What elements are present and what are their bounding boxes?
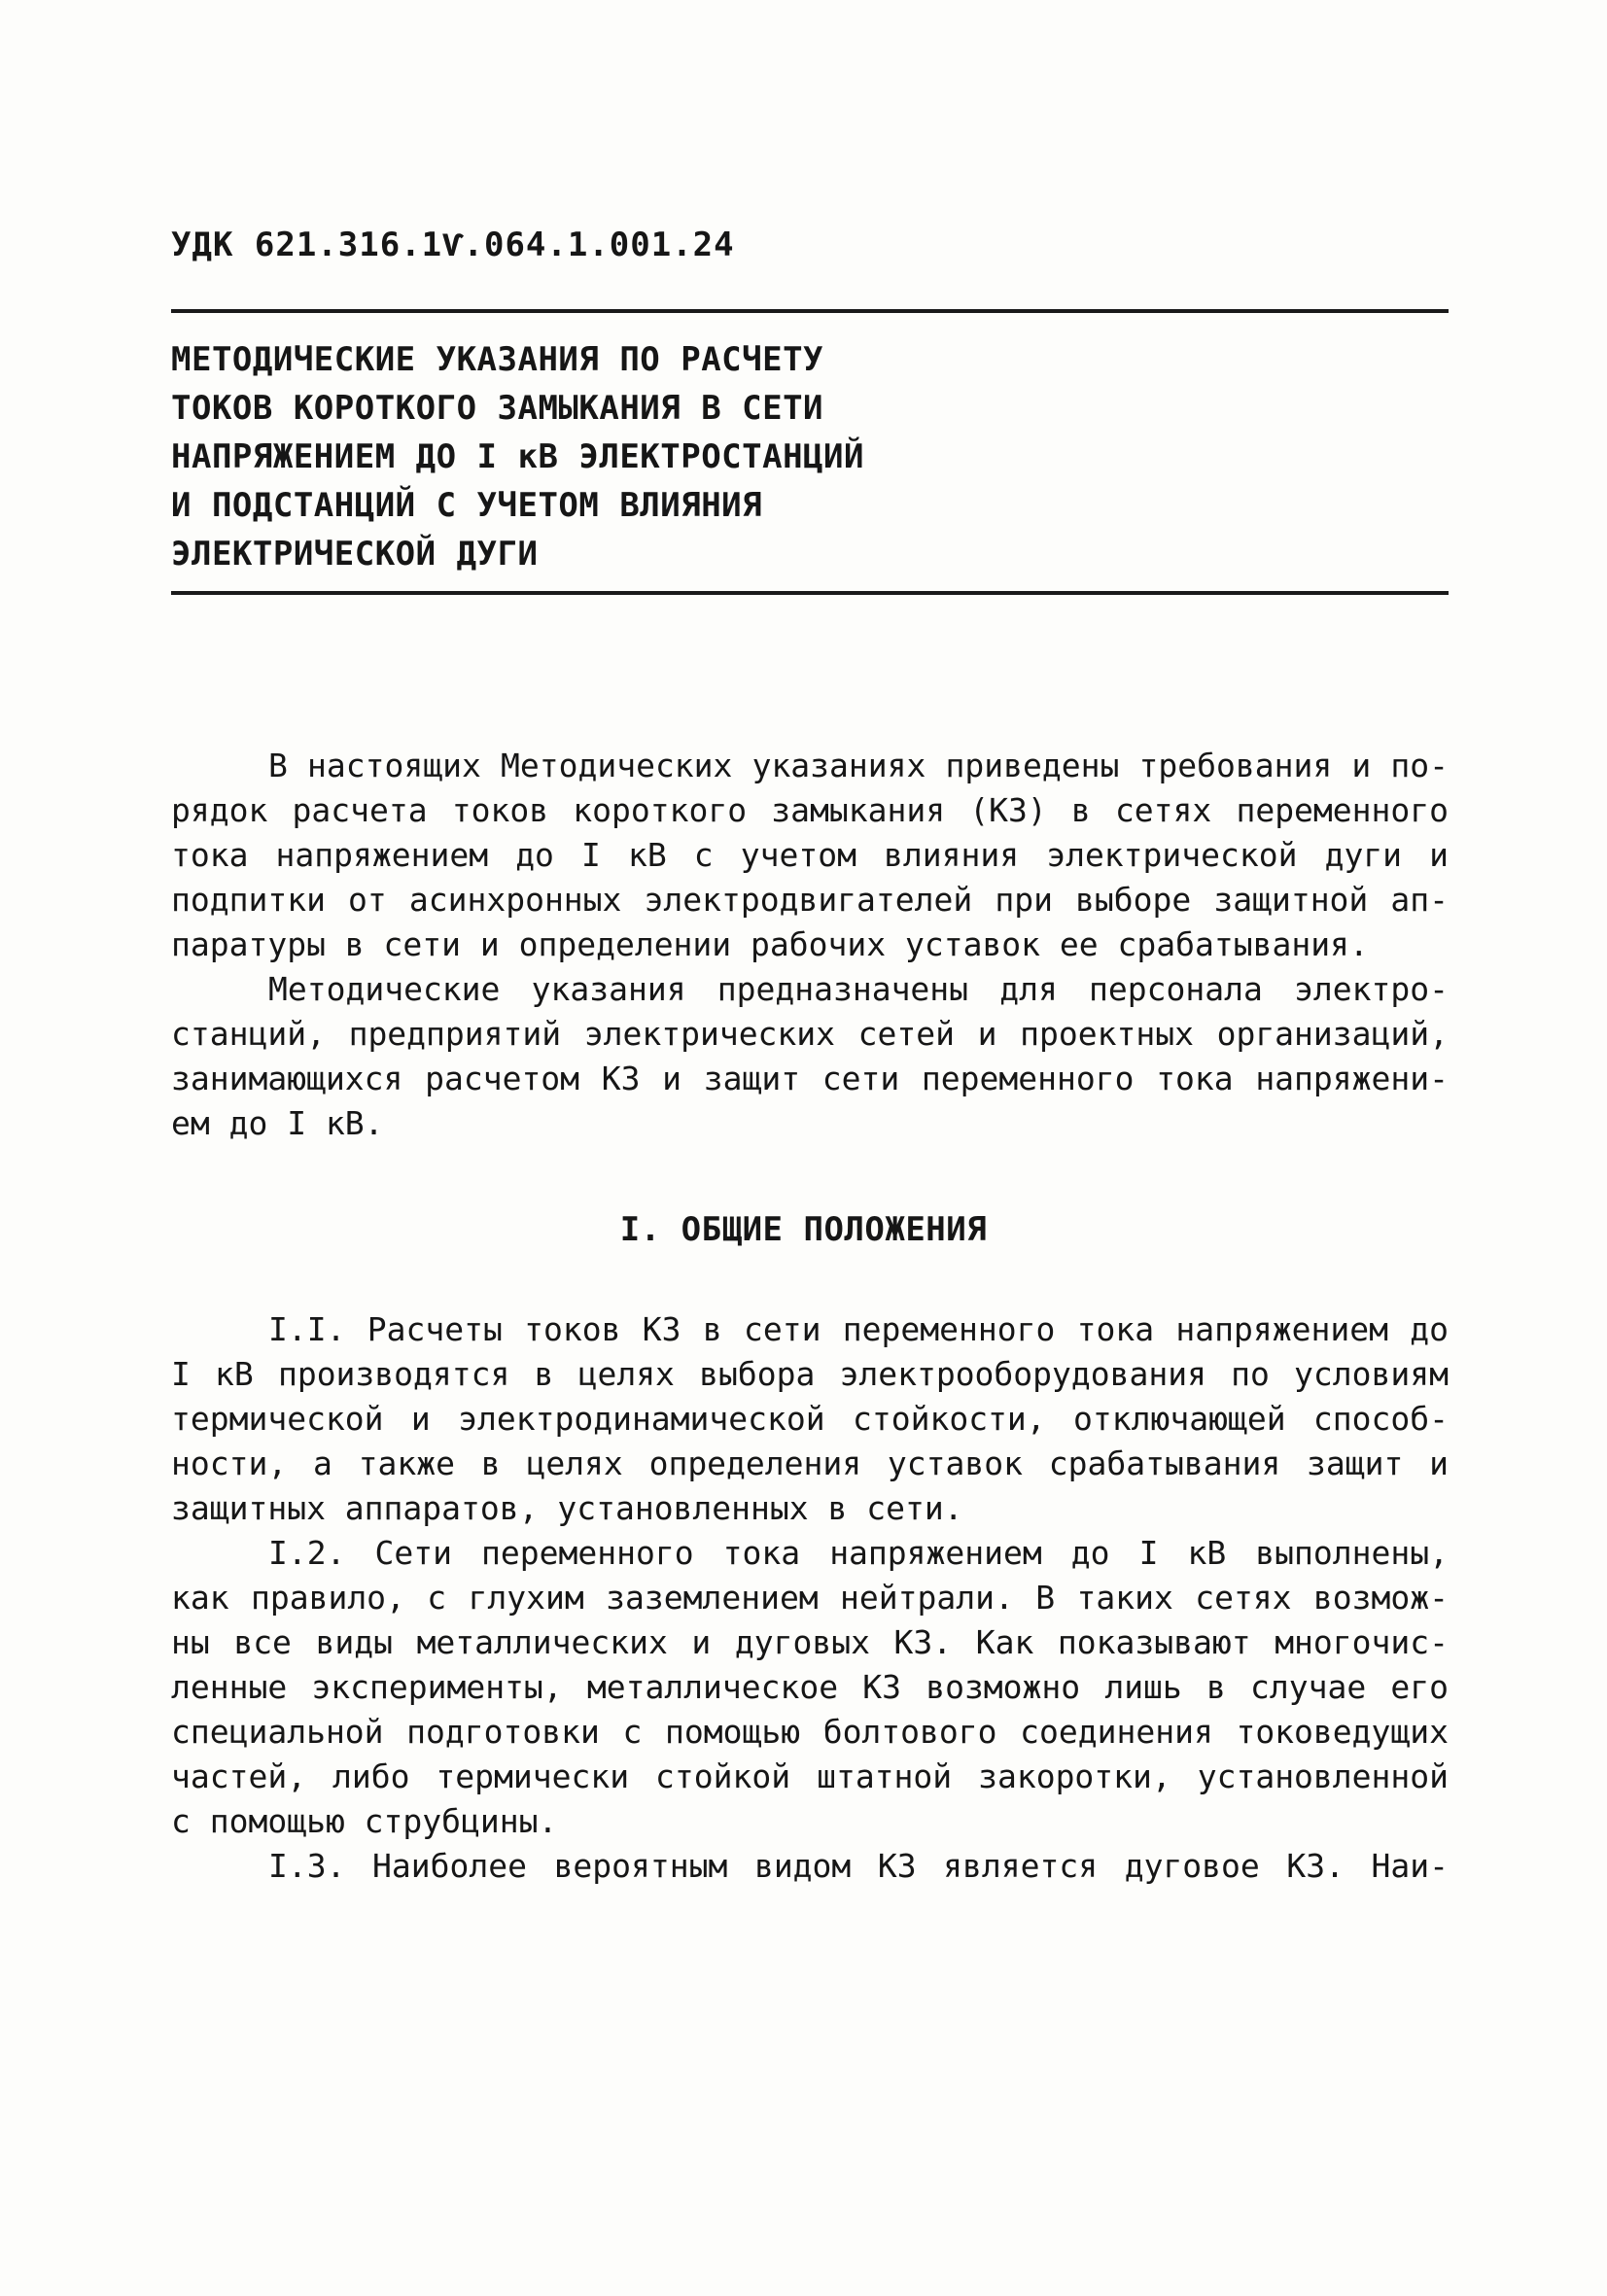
text-line: ности, а также в целях определения уставок срабатывания защит и <box>171 1444 1449 1482</box>
title-line: НАПРЯЖЕНИЕМ ДО I кВ ЭЛЕКТРОСТАНЦИЙ <box>171 437 864 476</box>
text-line: В настоящих Методических указаниях приведены требования и по- <box>268 747 1449 784</box>
text-line: I.3. Наиболее вероятным видом КЗ является дуговое КЗ. Наи- <box>268 1847 1449 1885</box>
text-line: паратуры в сети и определении рабочих уставок ее срабатывания. <box>171 925 1369 963</box>
section-heading: I. ОБЩИЕ ПОЛОЖЕНИЯ <box>619 1210 988 1249</box>
title-line: И ПОДСТАНЦИЙ С УЧЕТОМ ВЛИЯНИЯ <box>171 486 763 525</box>
text-line: I.I. Расчеты токов КЗ в сети переменного тока напряжением до <box>268 1310 1449 1348</box>
document-title <box>171 335 1435 578</box>
text-line: с помощью струбцины. <box>171 1802 558 1840</box>
text-line: защитных аппаратов, установленных в сети. <box>171 1489 963 1527</box>
text-line: частей, либо термически стойкой штатной закоротки, установленной <box>171 1757 1449 1795</box>
title-line: ЭЛЕКТРИЧЕСКОЙ ДУГИ <box>171 535 539 574</box>
section-1-paragraphs <box>171 1307 1449 1889</box>
text-line: ны все виды металлических и дуговых КЗ. Как показывают многочис- <box>171 1623 1449 1661</box>
text-line: станций, предприятий электрических сетей и проектных организаций, <box>171 1015 1449 1053</box>
udk-code: УДК 621.316.1Ѵ.064.1.001.24 <box>171 226 735 264</box>
intro-paragraphs <box>171 744 1449 1146</box>
text-line: I.2. Сети переменного тока напряжением до I кВ выполнены, <box>268 1534 1449 1572</box>
text-line: ем до I кВ. <box>171 1104 384 1142</box>
text-line: подпитки от асинхронных электродвигателей при выборе защитной ап- <box>171 881 1449 919</box>
text-line: I кВ производятся в целях выбора электрооборудования по условиям <box>171 1355 1449 1393</box>
title-rule-top <box>171 309 1449 313</box>
text-line: Методические указания предназначены для персонала электро- <box>268 970 1449 1008</box>
text-line: как правило, с глухим заземлением нейтрали. В таких сетях возмож- <box>171 1579 1449 1617</box>
text-line: занимающихся расчетом КЗ и защит сети переменного тока напряжени- <box>171 1060 1449 1097</box>
title-line: МЕТОДИЧЕСКИЕ УКАЗАНИЯ ПО РАСЧЕТУ <box>171 340 824 379</box>
text-line: рядок расчета токов короткого замыкания (КЗ) в сетях переменного <box>171 791 1449 829</box>
text-line: специальной подготовки с помощью болтового соединения токоведущих <box>171 1713 1449 1751</box>
title-line: ТОКОВ КОРОТКОГО ЗАМЫКАНИЯ В СЕТИ <box>171 389 824 428</box>
text-line: термической и электродинамической стойкости, отключающей способ- <box>171 1400 1449 1438</box>
text-line: ленные эксперименты, металлическое КЗ возможно лишь в случае его <box>171 1668 1449 1706</box>
text-line: тока напряжением до I кВ с учетом влияния электрической дуги и <box>171 836 1449 874</box>
title-rule-bottom <box>171 591 1449 595</box>
